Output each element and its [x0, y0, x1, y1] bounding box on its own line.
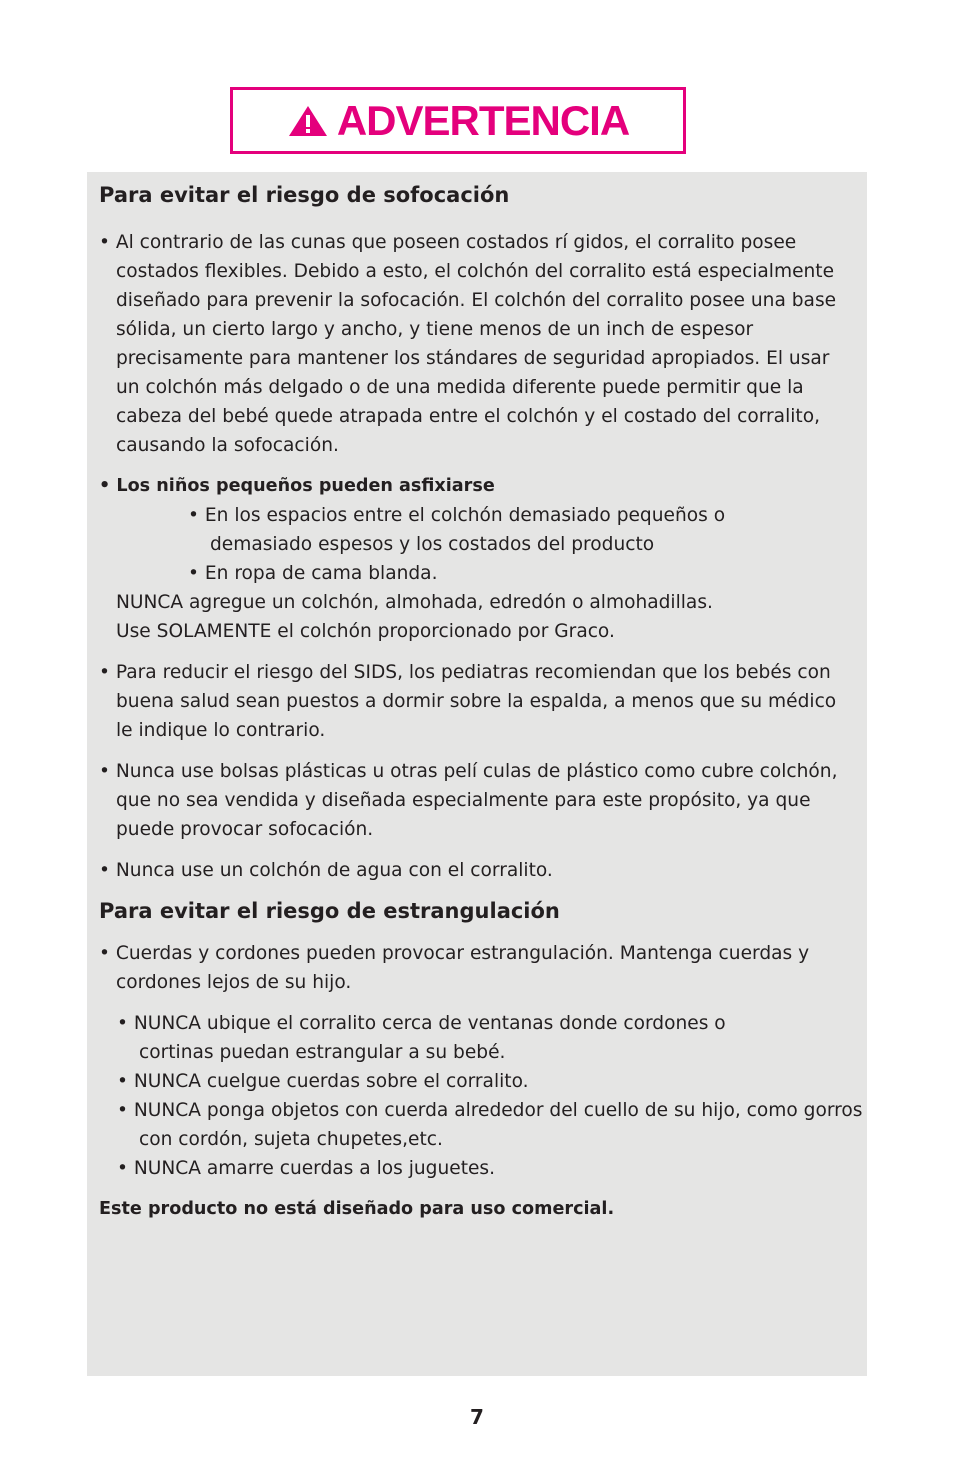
- sub-bullet-hang: • NUNCA cuelgue cuerdas sobre el corralito.: [117, 1071, 529, 1092]
- warning-panel: [87, 172, 867, 1376]
- bullet-asphyxia: • Los niños pequeños pueden asfixiarse: [99, 476, 495, 496]
- section-heading-suffocation: Para evitar el riesgo de sofocación: [99, 183, 510, 207]
- bullet-waterbed: • Nunca use un colchón de agua con el corralito.: [99, 860, 553, 881]
- sub-bullet-gaps: • En los espacios entre el colchón demasiado pequeños o demasiado espesos y los costados del producto: [188, 505, 726, 555]
- sub-bullet-neck: • NUNCA ponga objetos con cuerda alrededor del cuello de su hijo, como gorros con cordón, sujeta chupetes,etc.: [117, 1100, 863, 1150]
- sub-bullet-toys: • NUNCA amarre cuerdas a los juguetes.: [117, 1158, 496, 1179]
- bullet-plastic: • Nunca use bolsas plásticas u otras pelí culas de plástico como cubre colchón, que no sea vendida y diseñada especialmente para este propósito, ya que puede provocar sofocación.: [99, 761, 838, 840]
- section-heading-strangulation: Para evitar el riesgo de estrangulación: [99, 899, 560, 923]
- warning-title: ADVERTENCIA: [336, 96, 630, 144]
- never-add-text: NUNCA agregue un colchón, almohada, edredón o almohadillas.: [116, 592, 713, 613]
- bullet-cords: • Cuerdas y cordones pueden provocar estrangulación. Mantenga cuerdas y cordones lejos de su hijo.: [99, 943, 810, 993]
- warning-banner: [230, 87, 686, 154]
- commercial-use-note: Este producto no está diseñado para uso comercial.: [99, 1199, 615, 1219]
- bullet-mattress: • Al contrario de las cunas que poseen costados rí gidos, el corralito posee costados flexibles. Debido a esto, el colchón del corralito está especialmente diseñado para prevenir la sofocación. El colchón del corralito posee una base sólida, un cierto largo y ancho, y tiene menos de un inch de espesor precisamente para mantener los stándares de seguridad apropiados. El usar un colchón más delgado o de una medida diferente puede permitir que la cabeza del bebé quede atrapada entre el colchón y el costado del corralito, causando la sofocación.: [99, 232, 837, 456]
- sub-bullet-bedding: • En ropa de cama blanda.: [188, 563, 438, 584]
- page-number: 7: [470, 1405, 484, 1429]
- warning-triangle-icon: [287, 104, 329, 138]
- bullet-sids: • Para reducir el riesgo del SIDS, los pediatras recomiendan que los bebés con buena salud sean puestos a dormir sobre la espalda, a menos que su médico le indique lo contrario.: [99, 662, 837, 741]
- use-only-text: Use SOLAMENTE el colchón proporcionado por Graco.: [116, 621, 615, 642]
- sub-bullet-windows: • NUNCA ubique el corralito cerca de ventanas donde cordones o cortinas puedan estrangular a su bebé.: [117, 1013, 726, 1063]
